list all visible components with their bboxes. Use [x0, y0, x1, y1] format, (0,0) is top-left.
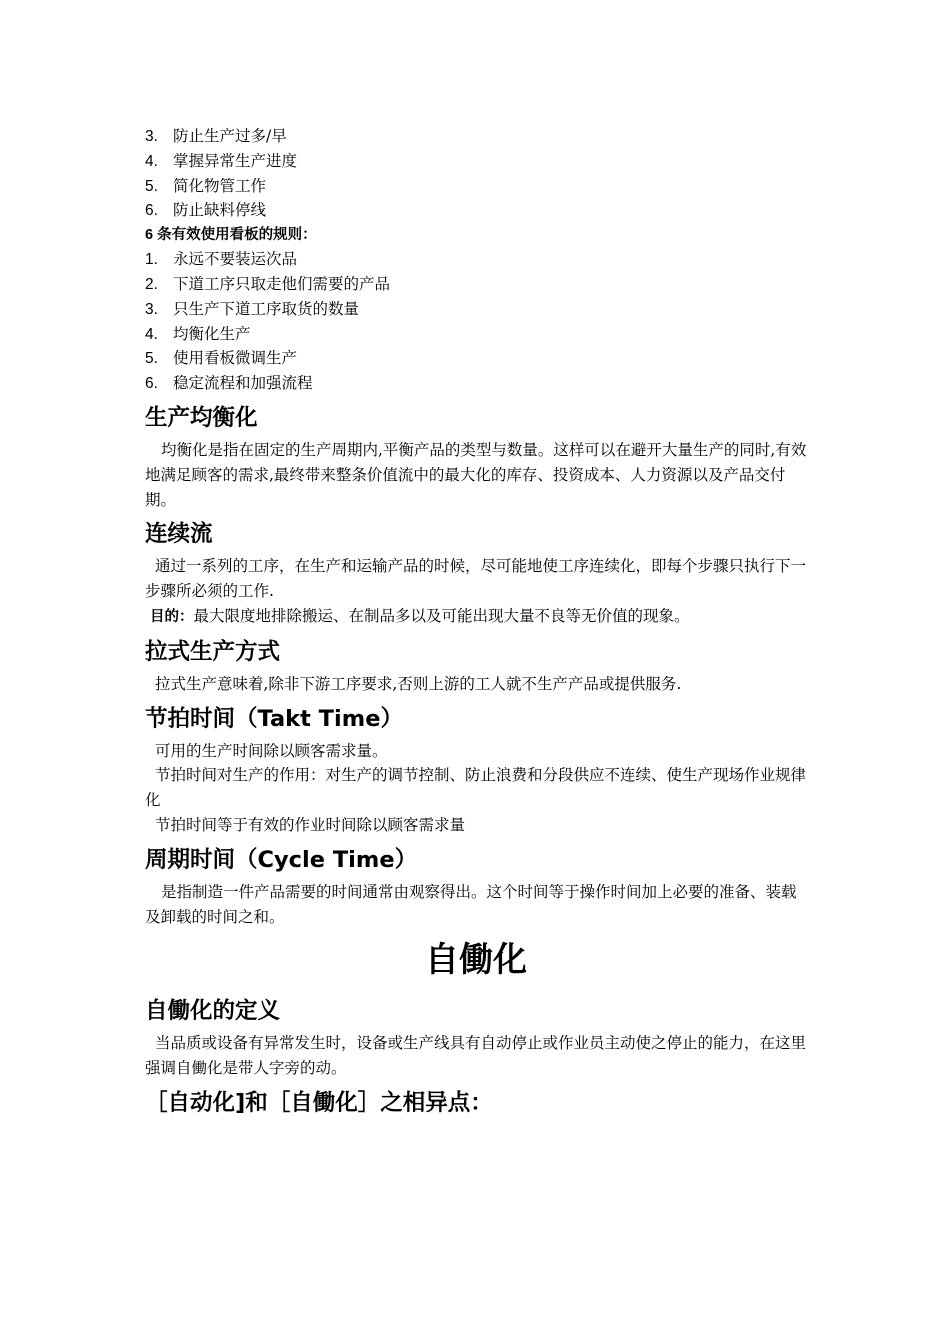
- list-item: [145, 247, 807, 272]
- list-item: [145, 272, 807, 297]
- list-item: [145, 346, 807, 371]
- list-number: 4.: [145, 325, 158, 343]
- list-item: [145, 174, 807, 199]
- list-item: [145, 322, 807, 347]
- list-text: 防止生产过多/早: [173, 127, 287, 145]
- kanban-rules-heading: 6 条有效使用看板的规则：: [145, 227, 317, 244]
- list-item: [145, 124, 807, 149]
- list-text: 下道工序只取走他们需要的产品: [173, 274, 391, 293]
- paragraph-takt-1: 可用的生产时间除以顾客需求量。: [155, 741, 388, 760]
- list-text: 使用看板微调生产: [173, 349, 298, 368]
- list-item: [145, 297, 807, 322]
- section-heading-cycle-time: 周期时间（Cycle Time）: [145, 846, 418, 873]
- list-item: [145, 149, 807, 174]
- kanban-rules-list: [145, 247, 807, 396]
- list-number: 1.: [145, 251, 158, 269]
- chapter-title-jidoka: 自働化: [425, 940, 527, 981]
- section-heading-jidoka-definition: 自働化的定义: [145, 998, 281, 1025]
- list-text: 防止缺料停线: [173, 201, 267, 220]
- list-text: 永远不要装运次品: [173, 250, 298, 269]
- list-number: 3.: [145, 300, 158, 318]
- kanban-benefits-list: [145, 124, 807, 223]
- list-number: 5.: [145, 177, 158, 195]
- paragraph-purpose: [145, 604, 807, 630]
- paragraph-takt-2: 节拍时间对生产的作用：对生产的调节控制、防止浪费和分段供应不连续、使生产现场作业规律化: [145, 766, 807, 810]
- paragraph-takt-3: 节拍时间等于有效的作业时间除以顾客需求量: [155, 815, 466, 834]
- list-text: 掌握异常生产进度: [173, 151, 298, 170]
- paragraph-pull: 拉式生产意味着,除非下游工序要求,否则上游的工人就不生产产品或提供服务.: [155, 674, 682, 693]
- list-item: [145, 198, 807, 223]
- list-number: 5.: [145, 350, 158, 368]
- list-text: 稳定流程和加强流程: [173, 374, 313, 393]
- paragraph-cycle-time: 是指制造一件产品需要的时间通常由观察得出。这个时间等于操作时间加上必要的准备、装载及卸载的时间之和。: [145, 882, 797, 926]
- list-text: 简化物管工作: [173, 176, 267, 195]
- list-number: 6.: [145, 375, 158, 393]
- paragraph-leveling: 均衡化是指在固定的生产周期内,平衡产品的类型与数量。这样可以在避开大量生产的同时,有效地满足顾客的需求,最终带来整条价值流中的最大化的库存、投资成本、人力资源以及产品交付期。: [145, 440, 807, 509]
- section-heading-pull: 拉式生产方式: [145, 638, 281, 665]
- purpose-label: 目的：: [150, 608, 194, 625]
- list-number: 3.: [145, 128, 158, 145]
- section-heading-continuous-flow: 连续流: [145, 521, 213, 548]
- section-heading-takt-time: 节拍时间（Takt Time）: [145, 705, 403, 732]
- list-text: 均衡化生产: [173, 324, 251, 343]
- section-heading-jidoka-difference: ［自动化]和［自働化］之相异点：: [145, 1089, 493, 1116]
- list-text: 只生产下道工序取货的数量: [173, 299, 360, 318]
- list-number: 6.: [145, 202, 158, 220]
- paragraph-continuous-flow: 通过一系列的工序，在生产和运输产品的时候，尽可能地使工序连续化，即每个步骤只执行下一步骤所必须的工作.: [145, 557, 807, 601]
- list-number: 2.: [145, 275, 158, 293]
- section-heading-leveling: 生产均衡化: [145, 404, 258, 431]
- document-content: [145, 124, 807, 1123]
- list-item: [145, 371, 807, 396]
- paragraph-jidoka-definition: 当品质或设备有异常发生时，设备或生产线具有自动停止或作业员主动使之停止的能力，在这里强调自働化是带人字旁的动。: [145, 1034, 807, 1078]
- purpose-text: 最大限度地排除搬运、在制品多以及可能出现大量不良等无价值的现象。: [193, 606, 690, 625]
- list-number: 4.: [145, 152, 158, 170]
